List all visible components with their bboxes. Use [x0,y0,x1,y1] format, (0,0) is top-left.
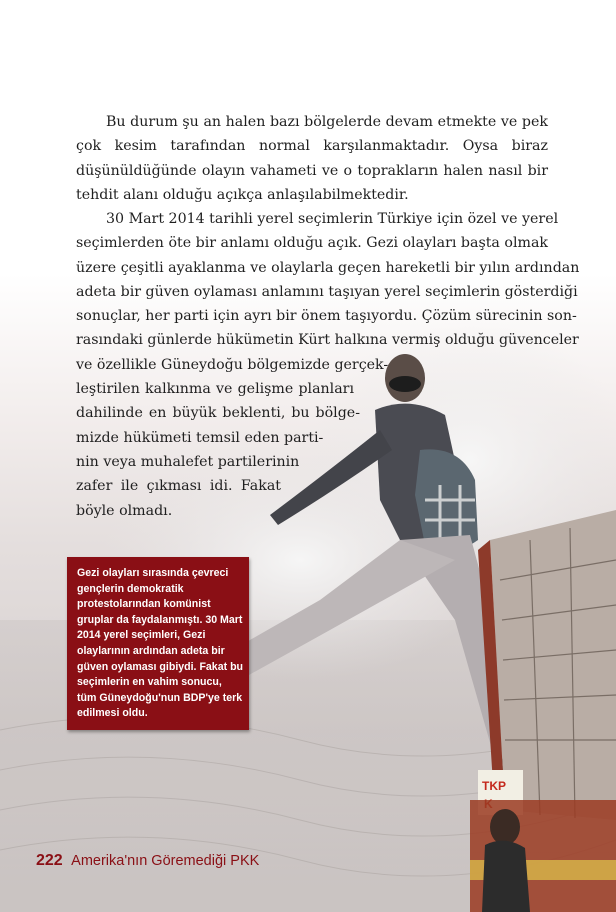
photo-caption-box [67,557,249,730]
paragraph-2-line: seçimlerden öte bir anlamı olduğu açık. Gezi olayları başta olmak [76,235,548,252]
paragraph-2-line: nin veya muhalefet partilerinin [76,453,300,470]
book-title: Amerika'nın Göremediği PKK [71,853,260,869]
paragraph-2-line: adeta bir güven oylaması anlamını taşıyan yerel seçimlerin gösterdiği [76,283,578,300]
paragraph-1-text: Bu durum şu an halen bazı bölgelerde devam etmekte ve pek çok kesim tarafından normal karşılanmaktadır. Oysa biraz düşünüldüğünde olayın vahameti ve o toprakların halen nasıl bir tehdit alanı olduğu açıkça anlaşılabilmektedir. [76,114,548,203]
page-footer [36,852,259,870]
paragraph-2-line: böyle olmadı. [76,502,173,519]
paragraph-2-line: üzere çeşitli ayaklanma ve olaylarla geçen hareketli bir yılın ardından [76,259,580,276]
svg-text:TKP: TKP [482,779,506,793]
paragraph-2-line: dahilinde en büyük beklenti, bu bölge- [76,405,360,422]
paragraph-2 [76,207,580,523]
paragraph-2-line: ve özellikle Güneydoğu bölgemizde gerçek- [76,356,389,373]
paragraph-2-line: 30 Mart 2014 tarihli yerel seçimlerin Türkiye için özel ve yerel [106,211,559,227]
paragraph-2-line: sonuçlar, her parti için ayrı bir önem taşıyordu. Çözüm sürecinin son- [76,308,577,325]
page-number: 222 [36,852,63,869]
paragraph-2-line: rasındaki günlerde hükümetin Kürt halkına vermiş olduğu güvenceler [76,332,579,349]
photo-caption-text: Gezi olayları sırasında çevreci gençlerin demokratik protestolarından komünist gruplar da faydalanmıştı. 30 Mart 2014 yerel seçimleri, Gezi olaylarının ardından adeta bir güven oylaması gibiydi. Fakat bu seçimlerin en vahim sonucu, tüm Güneydoğu'nun BDP'ye terk edilmesi oldu. [77,567,244,720]
paragraph-2-line: zafer ile çıkması idi. Fakat [76,478,281,495]
paragraph-1 [76,110,548,207]
paragraph-2-line: mizde hükümeti temsil eden parti- [76,429,324,446]
paragraph-2-line: leştirilen kalkınma ve gelişme planları [76,381,354,398]
